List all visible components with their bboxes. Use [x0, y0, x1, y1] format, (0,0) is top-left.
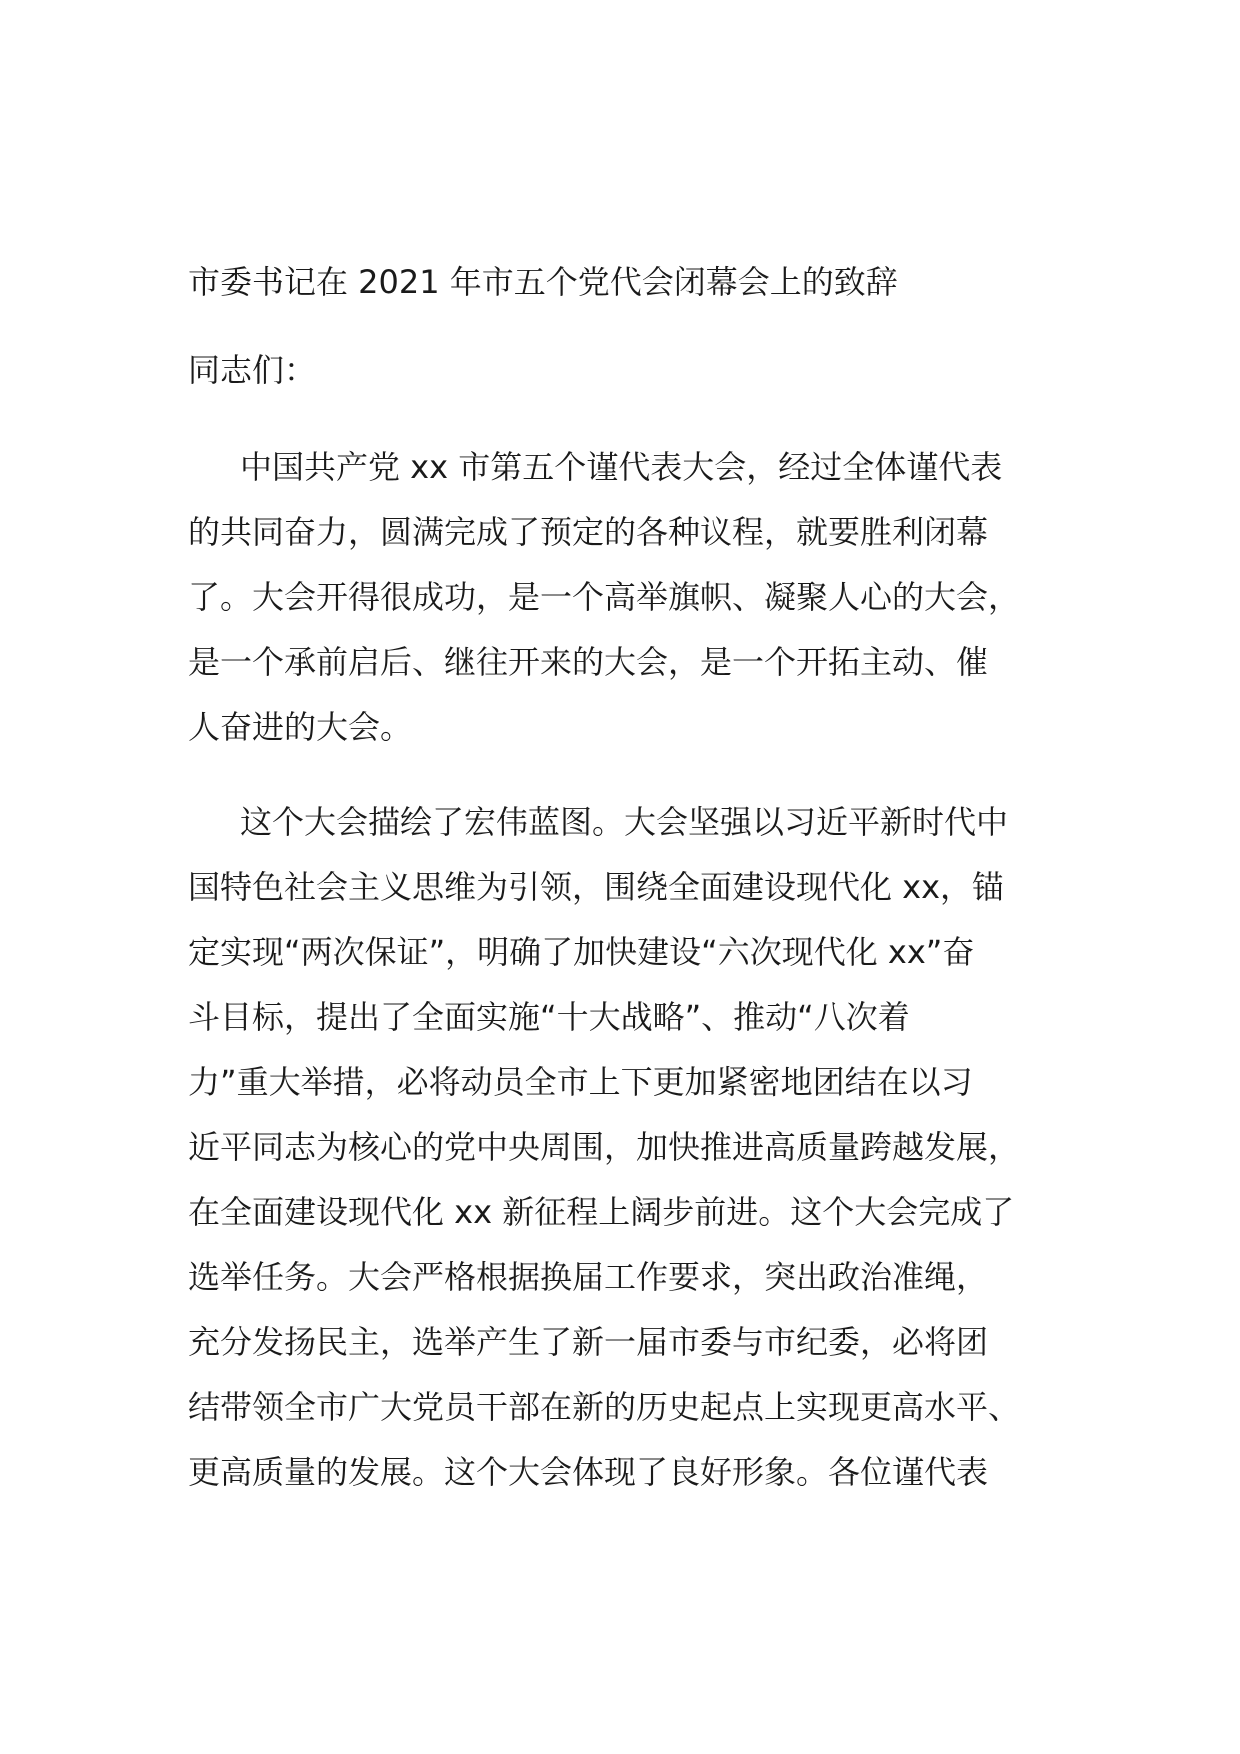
paragraph-line: 充分发扬民主，选举产生了新一届市委与市纪委，必将团 [188, 1323, 989, 1361]
paragraph-line: 这个大会描绘了宏伟蓝图。大会坚强以习近平新时代中 [240, 803, 1009, 841]
paragraph-line: 结带领全市广大党员干部在新的历史起点上实现更高水平、 [188, 1388, 1021, 1426]
spacer [188, 403, 1068, 435]
paragraph-line: 更高质量的发展。这个大会体现了良好形象。各位谨代表 [188, 1453, 989, 1491]
spacer [188, 315, 1068, 338]
paragraph-line: 国特色社会主义思维为引领，围绕全面建设现代化 xx，锚 [188, 868, 1005, 906]
paragraph-2 [188, 790, 1068, 1505]
paragraph-line: 力”重大举措，必将动员全市上下更加紧密地团结在以习 [188, 1063, 973, 1101]
paragraph-line: 人奋进的大会。 [188, 708, 413, 746]
paragraph-1 [188, 435, 1068, 760]
paragraph-line: 中国共产党 xx 市第五个谨代表大会，经过全体谨代表 [240, 448, 1003, 486]
paragraph-line: 选举任务。大会严格根据换届工作要求，突出政治准绳， [188, 1258, 989, 1296]
paragraph-line: 是一个承前启后、继往开来的大会，是一个开拓主动、催 [188, 643, 989, 681]
paragraph-line: 近平同志为核心的党中央周围，加快推进高质量跨越发展， [188, 1128, 1021, 1166]
paragraph-line: 斗目标，提出了全面实施“十大战略”、推动“八次着 [188, 998, 910, 1036]
paragraph-line: 的共同奋力，圆满完成了预定的各种议程，就要胜利闭幕 [188, 513, 989, 551]
paragraph-line: 定实现“两次保证”，明确了加快建设“六次现代化 xx”奋 [188, 933, 975, 971]
paragraph-line: 在全面建设现代化 xx 新征程上阔步前进。这个大会完成了 [188, 1193, 1015, 1231]
paragraph-line: 了。大会开得很成功，是一个高举旗帜、凝聚人心的大会， [188, 578, 1021, 616]
document-body [188, 250, 1068, 1505]
document-title: 市委书记在 2021 年市五个党代会闭幕会上的致辞 [188, 263, 898, 301]
spacer [188, 760, 1068, 790]
salutation: 同志们： [188, 351, 317, 389]
